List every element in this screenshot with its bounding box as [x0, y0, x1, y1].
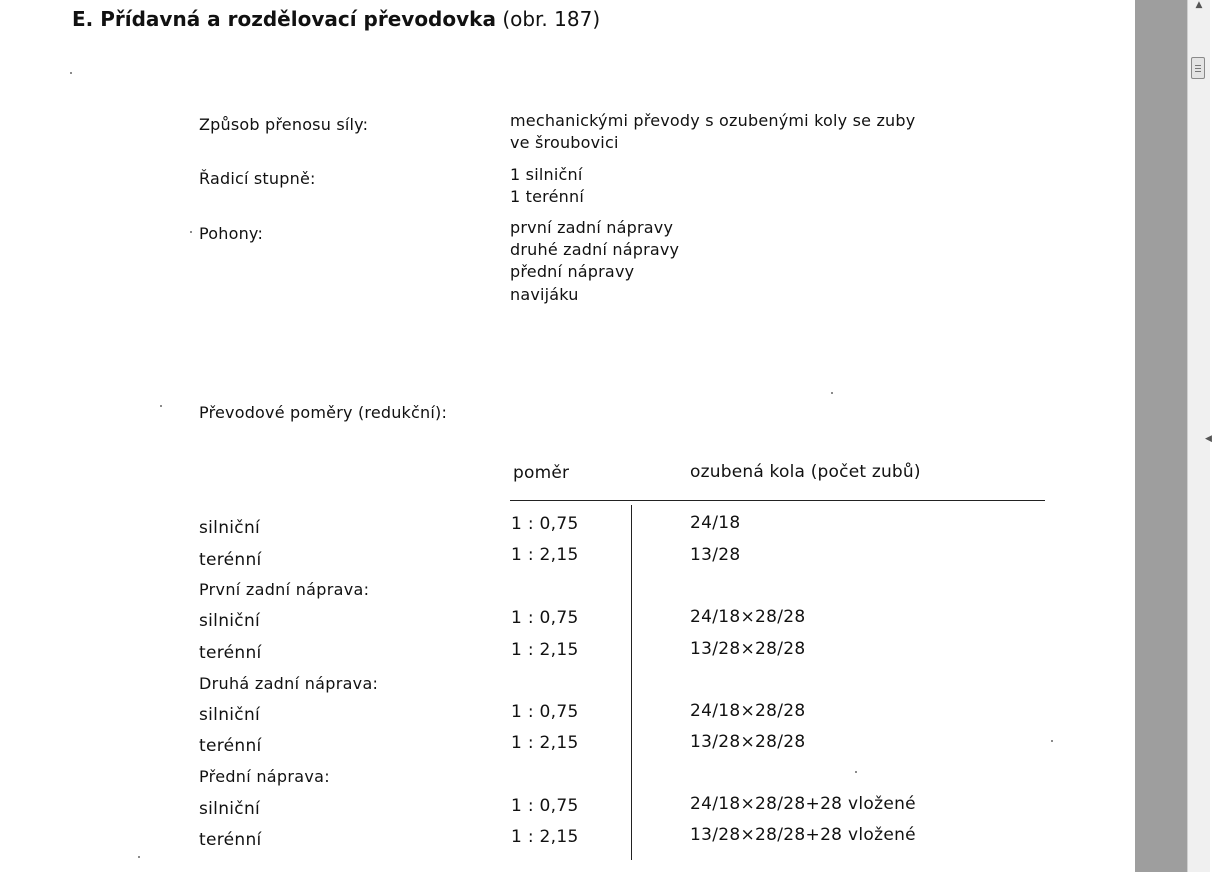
row-label: terénní [199, 830, 262, 850]
scan-speck [190, 231, 192, 233]
row-gears: 24/18×28/28 [690, 701, 806, 721]
row-label: terénní [199, 643, 262, 663]
scroll-thumb-grip-icon [1195, 65, 1201, 66]
scan-speck [138, 856, 140, 858]
scan-speck [160, 405, 162, 407]
spec-value-line: navijáku [510, 285, 579, 304]
scan-speck [855, 771, 857, 773]
table-header-ratio: poměr [513, 463, 570, 483]
row-ratio: 1 : 2,15 [511, 545, 579, 565]
row-label: silniční [199, 611, 261, 631]
spec-value-line: 1 terénní [510, 187, 584, 206]
section-heading [72, 7, 600, 31]
row-ratio: 1 : 0,75 [511, 796, 579, 816]
row-label: silniční [199, 518, 261, 538]
row-gears: 13/28×28/28+28 vložené [690, 825, 916, 845]
ratios-title: Převodové poměry (redukční): [199, 403, 448, 422]
scroll-thumb[interactable] [1191, 57, 1205, 79]
scan-speck [831, 392, 833, 394]
section-heading-figure-ref: (obr. 187) [502, 7, 601, 31]
spec-value-line: mechanickými převody s ozubenými koly se zuby [510, 111, 916, 130]
spec-value-line: druhé zadní nápravy [510, 240, 680, 259]
scan-speck [1051, 740, 1053, 742]
row-gears: 13/28×28/28 [690, 639, 806, 659]
row-gears: 24/18 [690, 513, 741, 533]
spec-value-line: první zadní nápravy [510, 218, 674, 237]
table-header-rule [510, 500, 1045, 501]
scroll-thumb-grip-icon [1195, 71, 1201, 72]
row-ratio: 1 : 2,15 [511, 827, 579, 847]
table-header-gears: ozubená kola (počet zubů) [690, 462, 921, 482]
row-group-label: První zadní náprava: [199, 580, 370, 599]
scan-speck [70, 72, 72, 74]
row-gears: 24/18×28/28 [690, 607, 806, 627]
table-column-divider [631, 505, 632, 860]
viewer-gutter [1135, 0, 1187, 872]
row-gears: 13/28 [690, 545, 741, 565]
row-label: silniční [199, 705, 261, 725]
scroll-thumb-grip-icon [1195, 68, 1201, 69]
spec-value-line: ve šroubovici [510, 133, 619, 152]
spec-label-drives: Pohony: [199, 224, 264, 243]
chevron-up-icon[interactable]: ▲ [1195, 0, 1203, 10]
row-ratio: 1 : 2,15 [511, 640, 579, 660]
row-ratio: 1 : 0,75 [511, 514, 579, 534]
spec-value-line: 1 silniční [510, 165, 583, 184]
row-gears: 24/18×28/28+28 vložené [690, 794, 916, 814]
row-gears: 13/28×28/28 [690, 732, 806, 752]
row-ratio: 1 : 0,75 [511, 608, 579, 628]
row-ratio: 1 : 2,15 [511, 733, 579, 753]
spec-label-gear-stages: Řadicí stupně: [199, 169, 316, 188]
row-label: terénní [199, 736, 262, 756]
spec-label-power-transfer: Způsob přenosu síly: [199, 115, 369, 134]
row-group-label: Přední náprava: [199, 767, 330, 786]
section-heading-title: E. Přídavná a rozdělovací převodovka [72, 7, 496, 31]
spec-value-line: přední nápravy [510, 262, 635, 281]
row-group-label: Druhá zadní náprava: [199, 674, 379, 693]
row-ratio: 1 : 0,75 [511, 702, 579, 722]
chevron-left-icon: ◀ [1205, 434, 1212, 444]
row-label: silniční [199, 799, 261, 819]
row-label: terénní [199, 550, 262, 570]
